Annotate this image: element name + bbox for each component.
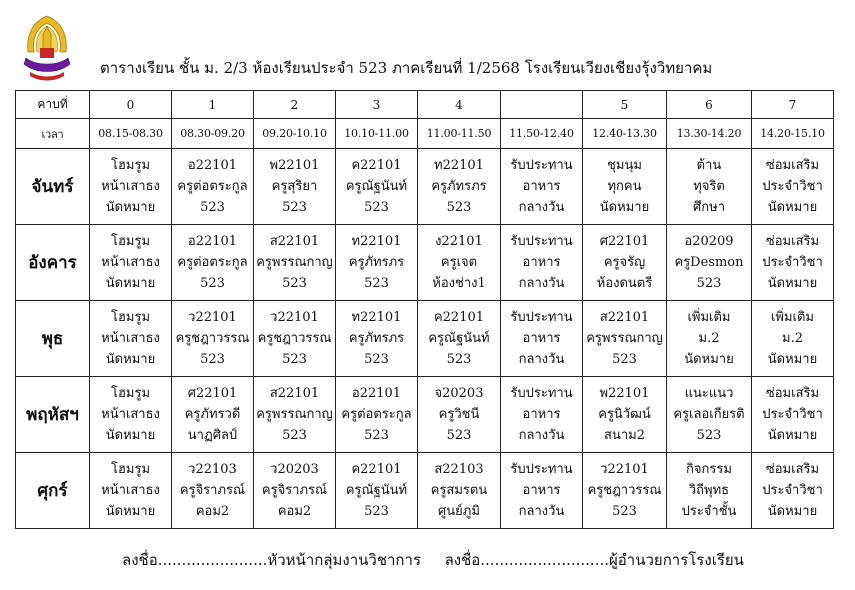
cell-line: 523	[364, 504, 389, 519]
cell-line: ครูสมรตน	[430, 483, 488, 498]
cell-line: ครูจรัญ	[603, 255, 646, 270]
cell-line: อ22101	[351, 386, 402, 401]
cell-line: 523	[282, 276, 307, 291]
cell-line: นาฏศิลป์	[187, 428, 238, 443]
cell-line: ท22101	[351, 234, 402, 249]
cell-line: อ22101	[187, 158, 238, 173]
day-row	[16, 149, 834, 225]
cell-line: จ20203	[434, 386, 484, 401]
period-header-row	[16, 91, 834, 119]
cell-line: นัดหมาย	[767, 276, 818, 291]
cell-line: 523	[200, 200, 225, 215]
schedule-cell	[501, 301, 583, 377]
schedule-cell	[336, 225, 418, 301]
cell-line: 523	[364, 200, 389, 215]
time-slot: 11.00-11.50	[418, 119, 501, 149]
cell-line: ครูวิชนี	[438, 407, 480, 422]
cell-line: นัดหมาย	[684, 352, 734, 367]
schedule-cell	[418, 377, 501, 453]
schedule-cell	[254, 453, 336, 529]
cell-line: ครูพรรณกาญ	[256, 255, 333, 270]
schedule-cell	[752, 149, 834, 225]
cell-line: ครูภัทรภร	[348, 331, 405, 346]
cell-line: ค22101	[433, 310, 485, 325]
cell-line: ส22101	[269, 234, 320, 249]
cell-line: กลางวัน	[518, 504, 565, 519]
cell-line: รับประทาน	[510, 158, 573, 173]
cell-line: ท22101	[351, 310, 402, 325]
signature-director: ลงชื่อ...........................ผู้อำนวยการโรงเรียน	[444, 551, 744, 569]
schedule-cell	[418, 225, 501, 301]
schedule-cell	[501, 453, 583, 529]
cell-line: ครูณัฐนันท์	[345, 179, 408, 194]
cell-line: โฮมรูม	[110, 158, 151, 173]
cell-line: อ20209	[684, 234, 734, 249]
time-slot: 11.50-12.40	[501, 119, 583, 149]
cell-line: อาหาร	[522, 331, 561, 346]
schedule-cell	[172, 149, 254, 225]
cell-line: ค22101	[351, 158, 402, 173]
schedule-cell	[667, 149, 752, 225]
cell-line: นัดหมาย	[767, 200, 818, 215]
cell-line: โฮมรูม	[110, 386, 151, 401]
cell-line: ประจำชั้น	[681, 504, 737, 519]
cell-line: สนาม2	[604, 428, 645, 443]
time-slot: 08.15-08.30	[90, 119, 172, 149]
cell-line: ครูเจต	[440, 255, 478, 270]
cell-line: ครูต่อตระกูล	[177, 179, 248, 194]
cell-line: 523	[612, 504, 637, 519]
time-header-row	[16, 119, 834, 149]
schedule-cell	[752, 453, 834, 529]
cell-line: ครูณัฐนันท์	[428, 331, 490, 346]
schedule-cell	[667, 225, 752, 301]
cell-line: 523	[696, 276, 722, 291]
schedule-cell	[418, 453, 501, 529]
cell-line: ง22101	[435, 234, 483, 249]
school-logo	[20, 14, 74, 84]
cell-line: 523	[364, 352, 389, 367]
cell-line: 523	[612, 352, 637, 367]
period-number: 1	[172, 91, 254, 119]
cell-line: 523	[282, 200, 307, 215]
day-name: ศุกร์	[16, 453, 90, 529]
cell-line: พ22101	[599, 386, 650, 401]
cell-line: หน้าเสาธง	[101, 179, 160, 194]
schedule-cell	[418, 301, 501, 377]
cell-line: ประจำวิชา	[762, 483, 823, 498]
cell-line: ส22101	[269, 386, 320, 401]
cell-line: ส22101	[599, 310, 650, 325]
day-name: จันทร์	[16, 149, 90, 225]
cell-line: คอม2	[277, 504, 312, 519]
schedule-cell	[90, 149, 172, 225]
time-slot: 12.40-13.30	[583, 119, 667, 149]
schedule-cell	[752, 377, 834, 453]
cell-line: กิจกรรม	[686, 462, 732, 477]
schedule-cell	[752, 225, 834, 301]
schedule-cell	[583, 149, 667, 225]
day-name: พฤหัสฯ	[16, 377, 90, 453]
cell-line: 523	[282, 428, 307, 443]
schedule-cell	[667, 453, 752, 529]
cell-line: แนะแนว	[684, 386, 734, 401]
cell-line: กลางวัน	[518, 200, 565, 215]
cell-line: ประจำวิชา	[762, 179, 823, 194]
cell-line: โฮมรูม	[110, 234, 151, 249]
cell-line: ห้องดนตรี	[596, 276, 653, 291]
cell-line: 523	[200, 276, 225, 291]
time-label: เวลา	[16, 119, 90, 149]
cell-line: ศูนย์ภูมิ	[438, 504, 480, 519]
schedule-cell	[336, 377, 418, 453]
cell-line: ชุมนุม	[607, 158, 642, 173]
time-slot: 09.20-10.10	[254, 119, 336, 149]
cell-line: นัดหมาย	[767, 352, 818, 367]
schedule-cell	[172, 225, 254, 301]
period-number: 3	[336, 91, 418, 119]
schedule-cell	[172, 453, 254, 529]
schedule-cell	[583, 453, 667, 529]
cell-line: ศ22101	[599, 234, 650, 249]
cell-line: เพิ่มเติม	[687, 310, 731, 325]
cell-line: วิถีพุทธ	[688, 483, 730, 498]
cell-line: 523	[200, 352, 225, 367]
cell-line: อาหาร	[522, 407, 561, 422]
cell-line: ครูเลอเกียรติ	[673, 407, 745, 422]
schedule-cell	[90, 301, 172, 377]
cell-line: ประจำวิชา	[762, 255, 823, 270]
cell-line: 523	[282, 352, 307, 367]
cell-line: ซ่อมเสริม	[765, 234, 820, 249]
cell-line: นัดหมาย	[105, 200, 156, 215]
cell-line: ครูภัทรวดี	[184, 407, 241, 422]
signature-footer	[122, 548, 822, 572]
cell-line: ว22101	[188, 310, 237, 325]
cell-line: ว22101	[600, 462, 649, 477]
cell-line: ซ่อมเสริม	[765, 462, 820, 477]
cell-line: นัดหมาย	[105, 428, 156, 443]
cell-line: ครูณัฐนันท์	[345, 483, 408, 498]
cell-line: อาหาร	[522, 255, 561, 270]
schedule-cell	[172, 377, 254, 453]
cell-line: ครูต่อตระกูล	[341, 407, 412, 422]
cell-line: 523	[446, 200, 472, 215]
schedule-cell	[667, 377, 752, 453]
schedule-cell	[336, 149, 418, 225]
cell-line: รับประทาน	[510, 310, 573, 325]
schedule-cell	[90, 377, 172, 453]
day-row	[16, 301, 834, 377]
cell-line: ครูสุริยา	[271, 179, 318, 194]
schedule-cell	[336, 453, 418, 529]
time-slot: 13.30-14.20	[667, 119, 752, 149]
cell-line: เพิ่มเติม	[770, 310, 815, 325]
period-number: 0	[90, 91, 172, 119]
cell-line: 523	[696, 428, 722, 443]
period-number: 6	[667, 91, 752, 119]
cell-line: รับประทาน	[510, 462, 573, 477]
cell-line: ครูต่อตระกูล	[177, 255, 248, 270]
cell-line: ห้องช่าง1	[432, 276, 486, 291]
period-number: 2	[254, 91, 336, 119]
cell-line: นัดหมาย	[105, 352, 156, 367]
day-row	[16, 225, 834, 301]
cell-line: ศึกษา	[693, 200, 725, 215]
cell-line: ครูภัทรภร	[431, 179, 487, 194]
cell-line: ซ่อมเสริม	[765, 386, 820, 401]
period-number	[501, 91, 583, 119]
cell-line: ซ่อมเสริม	[765, 158, 820, 173]
time-slot: 08.30-09.20	[172, 119, 254, 149]
cell-line: 523	[364, 276, 389, 291]
time-slot: 10.10-11.00	[336, 119, 418, 149]
schedule-cell	[583, 377, 667, 453]
day-name: พุธ	[16, 301, 90, 377]
cell-line: ต้าน	[696, 158, 722, 173]
schedule-cell	[254, 377, 336, 453]
cell-line: หน้าเสาธง	[101, 331, 160, 346]
cell-line: ค22101	[351, 462, 402, 477]
cell-line: ว22103	[188, 462, 237, 477]
schedule-cell	[172, 301, 254, 377]
cell-line: 523	[446, 428, 472, 443]
schedule-cell	[90, 225, 172, 301]
schedule-cell	[90, 453, 172, 529]
page-title: ตารางเรียน ชั้น ม. 2/3 ห้องเรียนประจำ 523 ภาคเรียนที่ 1/2568 โรงเรียนเวียงเชียงรุ้งวิทยาคม	[100, 59, 713, 77]
cell-line: คอม2	[195, 504, 230, 519]
cell-line: ครูพรรณกาญ	[586, 331, 663, 346]
cell-line: ครูชฎาวรรณ	[257, 331, 332, 346]
cell-line: รับประทาน	[510, 386, 573, 401]
schedule-cell	[667, 301, 752, 377]
cell-line: อ22101	[187, 234, 238, 249]
schedule-cell	[254, 149, 336, 225]
cell-line: นัดหมาย	[767, 504, 818, 519]
cell-line: 523	[446, 352, 472, 367]
cell-line: ครูชฎาวรรณ	[587, 483, 662, 498]
cell-line: ประจำวิชา	[762, 407, 823, 422]
cell-line: กลางวัน	[518, 276, 565, 291]
cell-line: ท22101	[434, 158, 484, 173]
cell-line: ครูจิราภรณ์	[179, 483, 246, 498]
cell-line: ทุกคน	[607, 179, 642, 194]
cell-line: หน้าเสาธง	[101, 255, 160, 270]
cell-line: ม.2	[782, 331, 803, 346]
cell-line: ส22103	[434, 462, 484, 477]
cell-line: โฮมรูม	[110, 310, 151, 325]
cell-line: อาหาร	[522, 483, 561, 498]
cell-line: นัดหมาย	[105, 276, 156, 291]
cell-line: นัดหมาย	[599, 200, 650, 215]
cell-line: กลางวัน	[518, 352, 565, 367]
day-row	[16, 377, 834, 453]
cell-line: หน้าเสาธง	[101, 407, 160, 422]
cell-line: ครูชฎาวรรณ	[175, 331, 250, 346]
schedule-cell	[752, 301, 834, 377]
schedule-cell	[254, 301, 336, 377]
cell-line: ว20203	[270, 462, 319, 477]
schedule-cell	[418, 149, 501, 225]
schedule-cell	[336, 301, 418, 377]
period-number: 5	[583, 91, 667, 119]
cell-line: ครูจิราภรณ์	[261, 483, 328, 498]
schedule-cell	[583, 301, 667, 377]
time-slot: 14.20-15.10	[752, 119, 834, 149]
cell-line: ครูนิวัฒน์	[598, 407, 651, 422]
cell-line: หน้าเสาธง	[101, 483, 160, 498]
cell-line: นัดหมาย	[767, 428, 818, 443]
cell-line: ครูพรรณกาญ	[256, 407, 333, 422]
schedule-cell	[254, 225, 336, 301]
period-label: คาบที่	[16, 91, 90, 119]
day-name: อังคาร	[16, 225, 90, 301]
period-number: 7	[752, 91, 834, 119]
cell-line: นัดหมาย	[105, 504, 156, 519]
cell-line: ครูภัทรภร	[348, 255, 405, 270]
cell-line: ว22101	[270, 310, 319, 325]
cell-line: ครูDesmon	[674, 255, 744, 270]
schedule-cell	[501, 377, 583, 453]
cell-line: ศ22101	[187, 386, 238, 401]
cell-line: รับประทาน	[510, 234, 573, 249]
schedule-cell	[501, 149, 583, 225]
schedule-table	[15, 90, 834, 529]
signature-academic-head: ลงชื่อ.......................หัวหน้ากลุ่มงานวิชาการ	[122, 551, 421, 569]
cell-line: กลางวัน	[518, 428, 565, 443]
schedule-cell	[583, 225, 667, 301]
period-number: 4	[418, 91, 501, 119]
cell-line: อาหาร	[522, 179, 561, 194]
schedule-cell	[501, 225, 583, 301]
day-row	[16, 453, 834, 529]
cell-line: โฮมรูม	[110, 462, 151, 477]
cell-line: ม.2	[698, 331, 720, 346]
cell-line: ทุจริต	[693, 179, 725, 194]
cell-line: 523	[364, 428, 389, 443]
cell-line: พ22101	[269, 158, 320, 173]
